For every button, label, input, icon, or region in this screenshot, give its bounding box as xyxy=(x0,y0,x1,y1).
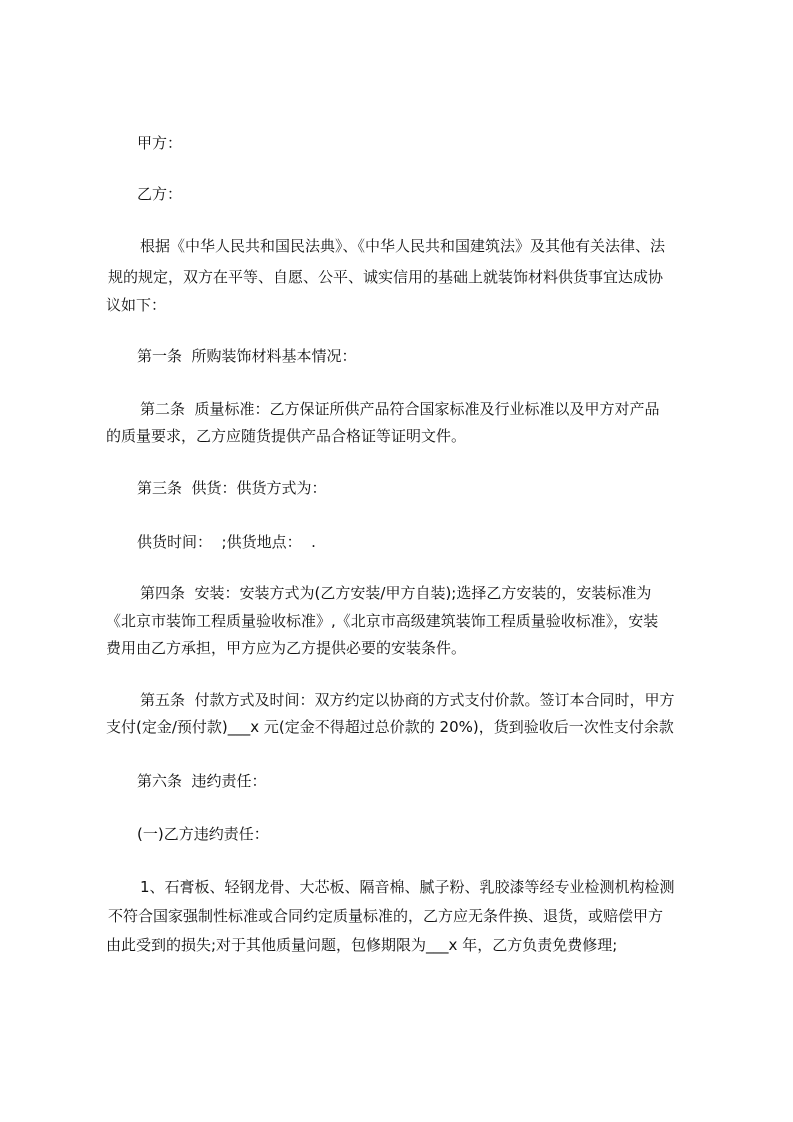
article-2-line-1: 第二条 质量标准：乙方保证所供产品符合国家标准及行业标准以及甲方对产品 xyxy=(140,400,660,418)
article-6-heading: 第六条 违约责任： xyxy=(137,772,267,790)
article-4-line-2: 《北京市装饰工程质量验收标准》,《北京市高级建筑装饰工程质量验收标准》，安装 xyxy=(106,612,659,630)
party-a-label: 甲方： xyxy=(137,134,183,152)
article-5-line-2: 支付(定金/预付款)___x 元(定金不得超过总价款的 20%)，货到验收后一次性支付余款 xyxy=(106,718,674,736)
party-b-label: 乙方： xyxy=(137,185,183,203)
article-3-heading: 第三条 供货：供货方式为： xyxy=(137,479,327,497)
supply-time-line: 供货时间： ;供货地点： . xyxy=(137,533,316,551)
article-6-sub-1: (一)乙方违约责任： xyxy=(137,825,269,843)
article-4-line-1: 第四条 安装：安装方式为(乙方安装/甲方自装);选择乙方安装的，安装标准为 xyxy=(140,584,652,602)
intro-line-3: 议如下： xyxy=(106,296,167,314)
intro-line-1: 根据《中华人民共和国民法典》、《中华人民共和国建筑法》及其他有关法律、法 xyxy=(140,237,666,255)
intro-line-2: 规的规定，双方在平等、自愿、公平、诚实信用的基础上就装饰材料供货事宜达成协 xyxy=(108,268,664,286)
article-2-line-2: 的质量要求，乙方应随货提供产品合格证等证明文件。 xyxy=(106,427,467,445)
article-6-item-1-line-2: 不符合国家强制性标准或合同约定质量标准的，乙方应无条件换、退货，或赔偿甲方 xyxy=(108,907,664,925)
article-6-item-1-line-1: 1、石膏板、轻钢龙骨、大芯板、隔音棉、腻子粉、乳胶漆等经专业检测机构检测 xyxy=(140,878,675,896)
article-1-heading: 第一条 所购装饰材料基本情况： xyxy=(137,347,357,365)
article-6-item-1-line-3: 由此受到的损失;对于其他质量问题，包修期限为___x 年，乙方负责免费修理; xyxy=(106,936,618,954)
article-5-line-1: 第五条 付款方式及时间：双方约定以协商的方式支付价款。签订本合同时，甲方 xyxy=(140,691,675,709)
article-4-line-3: 费用由乙方承担，甲方应为乙方提供必要的安装条件。 xyxy=(106,639,467,657)
